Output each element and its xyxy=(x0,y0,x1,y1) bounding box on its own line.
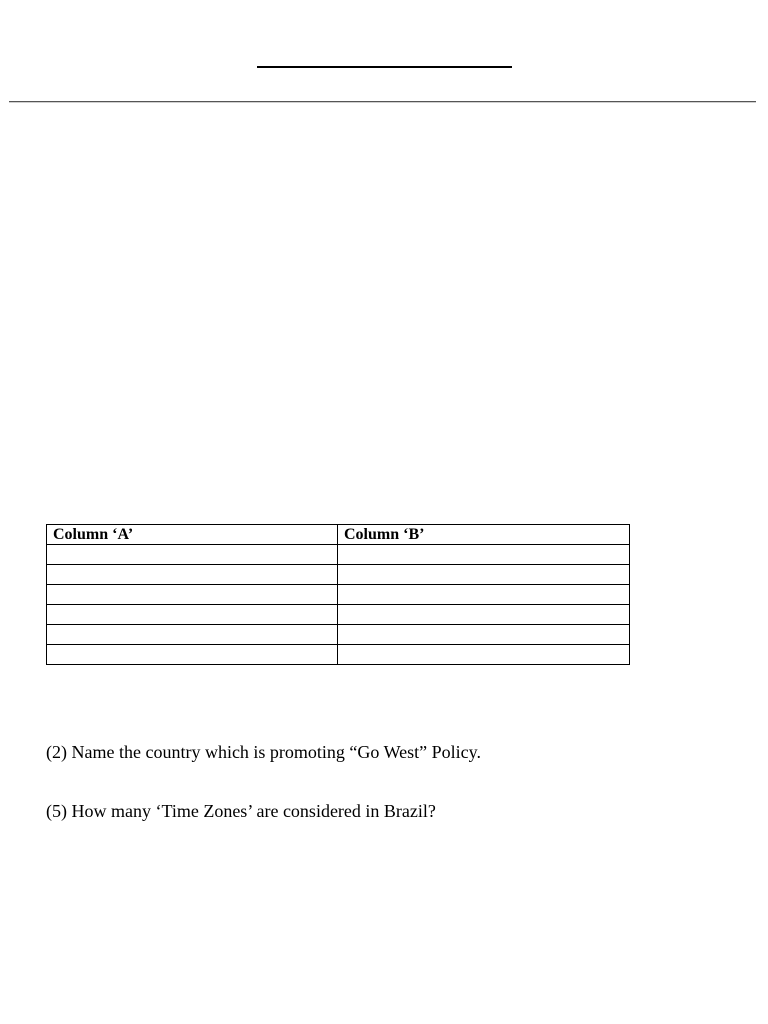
table-row xyxy=(47,605,630,625)
table-row xyxy=(47,565,630,585)
table-row xyxy=(47,645,630,665)
question-brazil-time-zones: (5) How many ‘Time Zones’ are considered in Brazil? xyxy=(46,801,436,821)
column-b-header: Column ‘B’ xyxy=(338,525,630,545)
table-cell xyxy=(338,625,630,645)
header-divider-shadow xyxy=(9,102,756,103)
table-cell xyxy=(47,585,338,605)
question-go-west-policy: (2) Name the country which is promoting “Go West” Policy. xyxy=(46,742,481,762)
table-cell xyxy=(338,605,630,625)
table-cell xyxy=(338,645,630,665)
match-the-columns-table xyxy=(46,524,630,665)
column-a-header: Column ‘A’ xyxy=(47,525,338,545)
table-cell xyxy=(338,585,630,605)
table-row xyxy=(47,625,630,645)
table-cell xyxy=(47,625,338,645)
table-cell xyxy=(47,565,338,585)
table-row xyxy=(47,585,630,605)
table-cell xyxy=(47,545,338,565)
table-cell xyxy=(338,565,630,585)
table-cell xyxy=(338,545,630,565)
table-cell xyxy=(47,645,338,665)
title-underline xyxy=(257,66,512,68)
table-row xyxy=(47,545,630,565)
table-cell xyxy=(47,605,338,625)
table-header-row xyxy=(47,525,630,545)
